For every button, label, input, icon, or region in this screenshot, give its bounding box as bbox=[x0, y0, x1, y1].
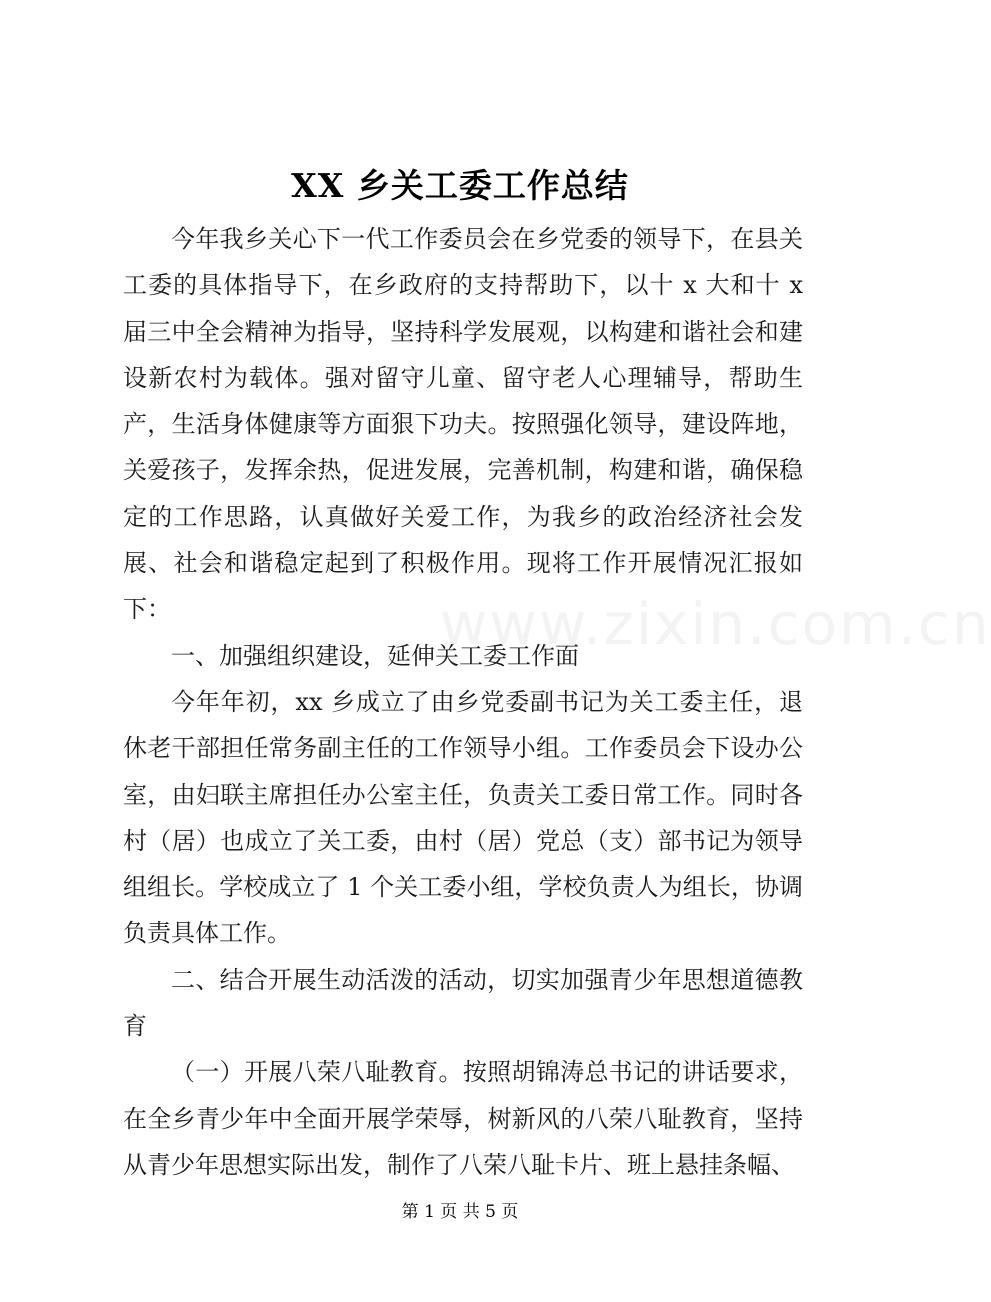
document-title: XX 乡关工委工作总结 bbox=[291, 166, 629, 205]
watermark: www.zixin.com.cn bbox=[440, 590, 991, 658]
paragraph-organization: 今年年初，xx 乡成立了由乡党委副书记为关工委主任，退休老干部担任常务副主任的工作领导小组。工作委员会下设办公室，由妇联主席担任办公室主任，负责关工委日常工作。同时各村（居）也成立了关工委，由村（居）党总（支）部书记为领导组组长。学校成立了 1 个关工委小组，学校负责人为组长，协调负责具体工作。 bbox=[123, 687, 803, 948]
section-heading-1: 一、加强组织建设，延伸关工委工作面 bbox=[171, 641, 579, 670]
document-body bbox=[123, 216, 803, 1188]
paragraph-intro: 今年我乡关心下一代工作委员会在乡党委的领导下，在县关工委的具体指导下，在乡政府的支持帮助下，以十 x 大和十 x 届三中全会精神为指导，坚持科学发展观，以构建和谐社会和建设新农村为载体。强对留守儿童、留守老人心理辅导，帮助生产，生活身体健康等方面狠下功夫。按照强化领导，建设阵地，关爱孩子，发挥余热，促进发展，完善机制，构建和谐，确保稳定的工作思路，认真做好关爱工作，为我乡的政治经济社会发展、社会和谐稳定起到了积极作用。现将工作开展情况汇报如下： bbox=[123, 225, 803, 624]
paragraph-honor-education: （一）开展八荣八耻教育。按照胡锦涛总书记的讲话要求，在全乡青少年中全面开展学荣辱，树新风的八荣八耻教育，坚持从青少年思想实际出发，制作了八荣八耻卡片、班上悬挂条幅、 bbox=[123, 1058, 803, 1179]
page-footer: 第 1 页 共 5 页 bbox=[401, 1202, 519, 1222]
section-heading-2: 二、结合开展生动活泼的活动，切实加强青少年思想道德教育 bbox=[123, 965, 803, 1041]
